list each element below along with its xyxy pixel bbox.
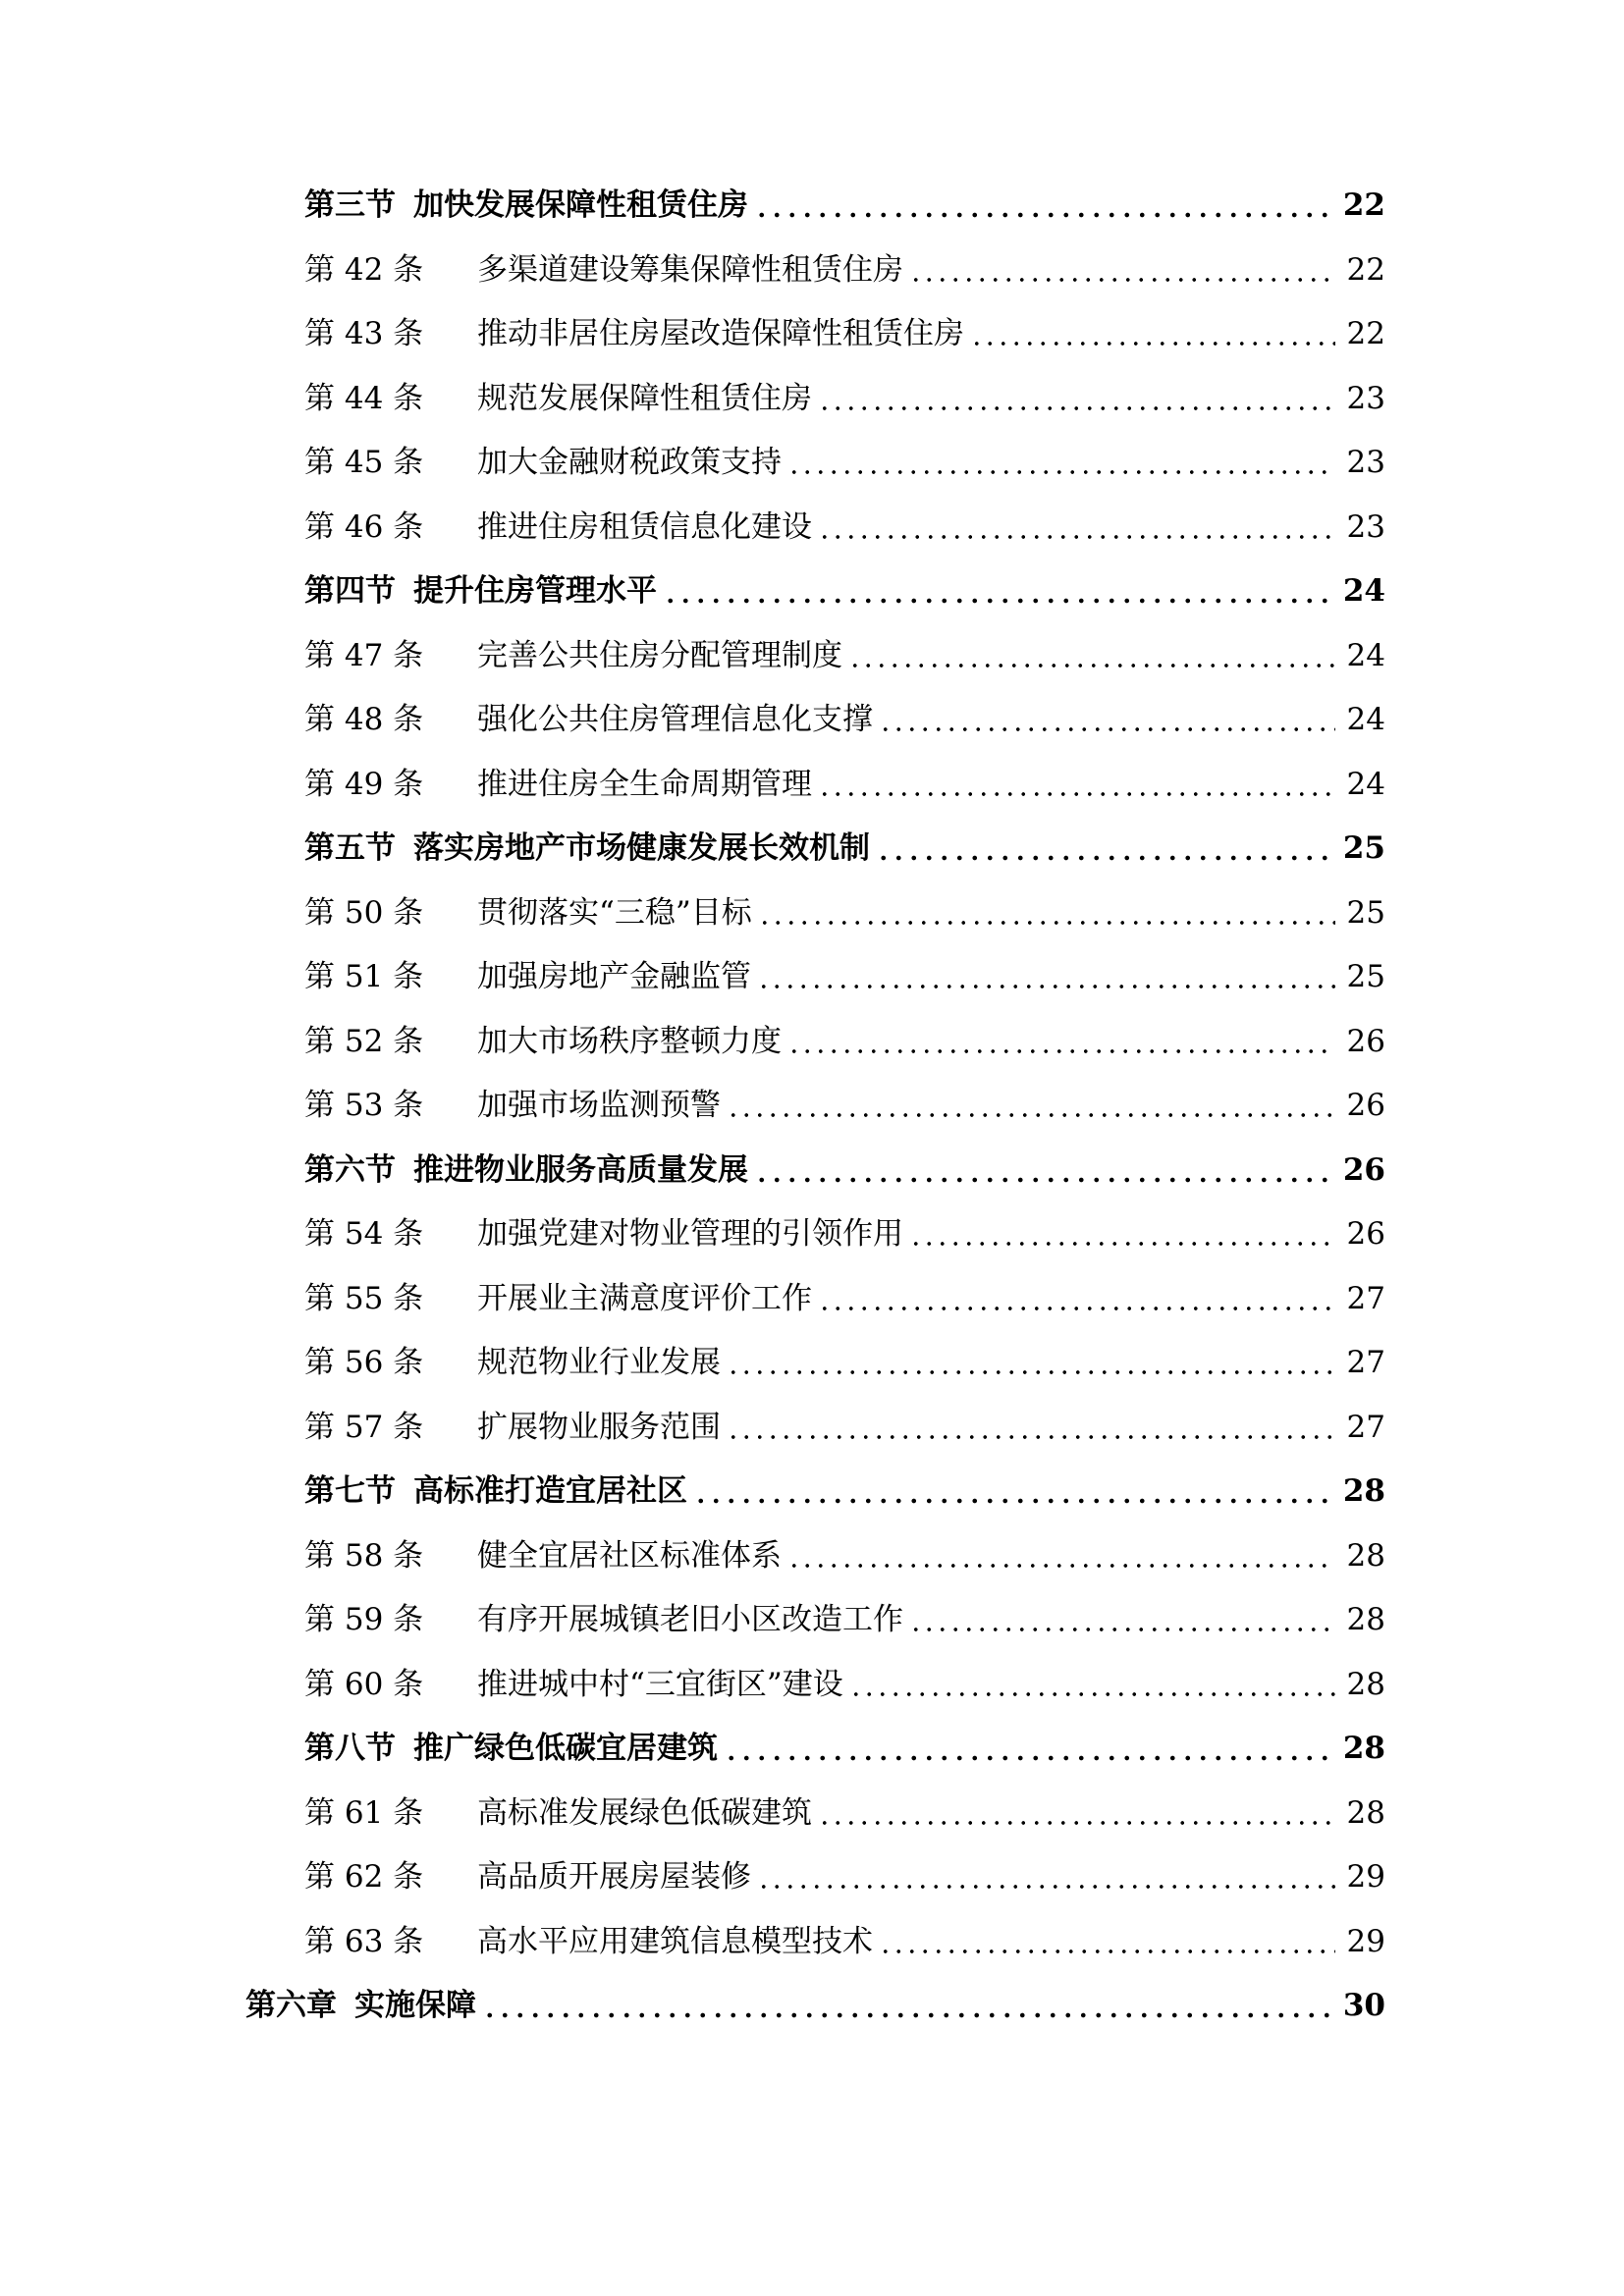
toc-entry-number: 第 56 条 bbox=[304, 1345, 424, 1380]
toc-entry-number: 第 50 条 bbox=[304, 894, 424, 931]
toc-page-number: 25 bbox=[1342, 830, 1385, 866]
toc-entry-title: 推进住房租赁信息化建设 bbox=[477, 508, 812, 545]
toc-page-number: 28 bbox=[1346, 1794, 1385, 1831]
toc-entry-title: 高标准发展绿色低碳建筑 bbox=[477, 1794, 812, 1831]
toc-entry-title: 加快发展保障性租赁住房 bbox=[413, 187, 748, 223]
toc-page-number: 23 bbox=[1346, 508, 1385, 545]
toc-page-number: 27 bbox=[1346, 1345, 1385, 1380]
toc-entry-article[interactable] bbox=[304, 438, 1385, 487]
toc-page-number: 30 bbox=[1342, 1988, 1385, 2023]
toc-entry-article[interactable] bbox=[304, 952, 1385, 1001]
dot-leader bbox=[909, 1595, 1335, 1644]
toc-page-number: 23 bbox=[1346, 380, 1385, 416]
dot-leader bbox=[693, 1467, 1331, 1516]
toc-entry-section[interactable] bbox=[304, 1467, 1385, 1516]
toc-page-number: 27 bbox=[1346, 1280, 1385, 1316]
toc-page-number: 22 bbox=[1346, 316, 1385, 351]
toc-entry-article[interactable] bbox=[304, 1209, 1385, 1258]
toc-page-number: 25 bbox=[1346, 894, 1385, 931]
toc-page-number: 25 bbox=[1346, 959, 1385, 994]
toc-entry-number: 第 52 条 bbox=[304, 1023, 424, 1059]
dot-leader bbox=[663, 566, 1331, 615]
toc-entry-number: 第 51 条 bbox=[304, 959, 424, 994]
toc-page-number: 26 bbox=[1346, 1088, 1385, 1123]
toc-entry-number: 第 61 条 bbox=[304, 1794, 424, 1831]
toc-entry-title: 规范物业行业发展 bbox=[477, 1345, 721, 1380]
toc-entry-number: 第 44 条 bbox=[304, 380, 424, 416]
toc-page-number: 28 bbox=[1346, 1537, 1385, 1574]
toc-entry-title: 高品质开展房屋装修 bbox=[477, 1859, 751, 1895]
dot-leader bbox=[758, 888, 1335, 937]
toc-entry-article[interactable] bbox=[304, 695, 1385, 744]
toc-entry-title: 多渠道建设筹集保障性租赁住房 bbox=[477, 251, 903, 288]
toc-entry-number: 第 43 条 bbox=[304, 316, 424, 351]
toc-page-number: 26 bbox=[1346, 1216, 1385, 1252]
toc-entry-title: 有序开展城镇老旧小区改造工作 bbox=[477, 1602, 903, 1637]
toc-entry-title: 推进住房全生命周期管理 bbox=[477, 766, 812, 802]
dot-leader bbox=[724, 1724, 1331, 1773]
toc-page-number: 29 bbox=[1346, 1923, 1385, 1959]
toc-entry-title: 贯彻落实“三稳”目标 bbox=[477, 894, 752, 931]
dot-leader bbox=[818, 1789, 1335, 1838]
toc-page-number: 27 bbox=[1346, 1409, 1385, 1445]
toc-entry-number: 第 55 条 bbox=[304, 1280, 424, 1316]
toc-entry-title: 推动非居住房屋改造保障性租赁住房 bbox=[477, 316, 964, 351]
dot-leader bbox=[849, 1660, 1335, 1709]
dot-leader bbox=[757, 952, 1335, 1001]
dot-leader bbox=[879, 1917, 1335, 1966]
toc-entry-article[interactable] bbox=[304, 1338, 1385, 1387]
toc-entry-number: 第 59 条 bbox=[304, 1602, 424, 1637]
toc-entry-article[interactable] bbox=[304, 631, 1385, 680]
dot-leader bbox=[754, 181, 1331, 230]
toc-page-number: 26 bbox=[1346, 1023, 1385, 1059]
dot-leader bbox=[848, 631, 1335, 680]
dot-leader bbox=[876, 824, 1331, 873]
dot-leader bbox=[757, 1852, 1335, 1901]
toc-entry-title: 加大市场秩序整顿力度 bbox=[477, 1023, 782, 1059]
dot-leader bbox=[818, 760, 1335, 809]
dot-leader bbox=[818, 503, 1335, 552]
toc-entry-chapter[interactable] bbox=[245, 1981, 1385, 2030]
dot-leader bbox=[970, 309, 1335, 358]
toc-entry-article[interactable] bbox=[304, 245, 1385, 294]
toc-page-number: 26 bbox=[1342, 1151, 1385, 1188]
toc-entry-number: 第四节 bbox=[304, 573, 396, 609]
toc-entry-title: 实施保障 bbox=[354, 1988, 476, 2023]
toc-entry-title: 开展业主满意度评价工作 bbox=[477, 1280, 812, 1316]
toc-entry-number: 第三节 bbox=[304, 187, 396, 223]
toc-entry-title: 加强市场监测预警 bbox=[477, 1088, 721, 1123]
toc-entry-title: 落实房地产市场健康发展长效机制 bbox=[413, 830, 870, 866]
toc-page-number: 22 bbox=[1346, 251, 1385, 288]
toc-entry-number: 第五节 bbox=[304, 830, 396, 866]
toc-entry-article[interactable] bbox=[304, 1081, 1385, 1130]
toc-entry-title: 加强房地产金融监管 bbox=[477, 959, 751, 994]
toc-entry-article[interactable] bbox=[304, 888, 1385, 937]
toc-entry-number: 第六章 bbox=[245, 1988, 337, 2023]
toc-entry-number: 第 47 条 bbox=[304, 637, 424, 673]
toc-entry-number: 第 62 条 bbox=[304, 1859, 424, 1895]
toc-entry-number: 第 53 条 bbox=[304, 1088, 424, 1123]
toc-page-number: 23 bbox=[1346, 445, 1385, 480]
toc-entry-article[interactable] bbox=[304, 1595, 1385, 1644]
toc-entry-number: 第六节 bbox=[304, 1151, 396, 1188]
toc-entry-title: 推进物业服务高质量发展 bbox=[413, 1151, 748, 1188]
toc-entry-section[interactable] bbox=[304, 566, 1385, 615]
dot-leader bbox=[787, 1531, 1335, 1580]
dot-leader bbox=[818, 374, 1335, 423]
toc-entry-article[interactable] bbox=[304, 1274, 1385, 1323]
toc-page-number: 22 bbox=[1342, 187, 1385, 223]
toc-entry-article[interactable] bbox=[304, 1789, 1385, 1838]
toc-page-number: 24 bbox=[1342, 573, 1385, 609]
toc-entry-article[interactable] bbox=[304, 1531, 1385, 1580]
dot-leader bbox=[818, 1274, 1335, 1323]
toc-page-number: 28 bbox=[1346, 1602, 1385, 1637]
dot-leader bbox=[754, 1146, 1331, 1195]
dot-leader bbox=[879, 695, 1335, 744]
toc-entry-number: 第 45 条 bbox=[304, 445, 424, 480]
toc-entry-title: 推广绿色低碳宜居建筑 bbox=[413, 1731, 718, 1766]
toc-entry-title: 加大金融财税政策支持 bbox=[477, 445, 782, 480]
toc-entry-article[interactable] bbox=[304, 1403, 1385, 1452]
toc-page-number: 28 bbox=[1346, 1666, 1385, 1702]
toc-entry-article[interactable] bbox=[304, 1660, 1385, 1709]
toc-entry-number: 第 54 条 bbox=[304, 1216, 424, 1252]
toc-entry-section[interactable] bbox=[304, 1724, 1385, 1773]
toc-page-number: 29 bbox=[1346, 1859, 1385, 1895]
toc-entry-title: 健全宜居社区标准体系 bbox=[477, 1537, 782, 1574]
toc-entry-number: 第 42 条 bbox=[304, 251, 424, 288]
toc-page-number: 24 bbox=[1346, 702, 1385, 737]
toc-page-number: 28 bbox=[1342, 1731, 1385, 1766]
dot-leader bbox=[787, 438, 1335, 487]
toc-entry-title: 高标准打造宜居社区 bbox=[413, 1473, 687, 1509]
dot-leader bbox=[909, 1209, 1335, 1258]
toc-entry-title: 加强党建对物业管理的引领作用 bbox=[477, 1216, 903, 1252]
toc-entry-number: 第八节 bbox=[304, 1731, 396, 1766]
dot-leader bbox=[909, 245, 1335, 294]
toc-entry-title: 完善公共住房分配管理制度 bbox=[477, 637, 842, 673]
toc-entry-number: 第 63 条 bbox=[304, 1923, 424, 1959]
toc-entry-number: 第 58 条 bbox=[304, 1537, 424, 1574]
toc-entry-article[interactable] bbox=[304, 760, 1385, 809]
toc-entry-number: 第七节 bbox=[304, 1473, 396, 1509]
toc-entry-number: 第 57 条 bbox=[304, 1409, 424, 1445]
dot-leader bbox=[727, 1338, 1335, 1387]
toc-entry-number: 第 46 条 bbox=[304, 508, 424, 545]
toc-entry-title: 扩展物业服务范围 bbox=[477, 1409, 721, 1445]
toc-entry-title: 推进城中村“三宜街区”建设 bbox=[477, 1666, 843, 1702]
toc-page-number: 24 bbox=[1346, 637, 1385, 673]
toc-entry-article[interactable] bbox=[304, 1852, 1385, 1901]
dot-leader bbox=[482, 1981, 1331, 2030]
toc-entry-section[interactable] bbox=[304, 824, 1385, 873]
toc-entry-title: 强化公共住房管理信息化支撑 bbox=[477, 702, 873, 737]
toc-entry-article[interactable] bbox=[304, 503, 1385, 552]
dot-leader bbox=[787, 1017, 1335, 1066]
toc-entry-article[interactable] bbox=[304, 309, 1385, 358]
dot-leader bbox=[727, 1081, 1335, 1130]
toc-entry-section[interactable] bbox=[304, 1146, 1385, 1195]
toc-entry-title: 规范发展保障性租赁住房 bbox=[477, 380, 812, 416]
toc-entry-number: 第 60 条 bbox=[304, 1666, 424, 1702]
toc-page-number: 28 bbox=[1342, 1473, 1385, 1509]
toc-page-number: 24 bbox=[1346, 766, 1385, 802]
toc-entry-article[interactable] bbox=[304, 374, 1385, 423]
toc-entry-section[interactable] bbox=[304, 181, 1385, 230]
toc-entry-number: 第 48 条 bbox=[304, 702, 424, 737]
toc-entry-article[interactable] bbox=[304, 1917, 1385, 1966]
dot-leader bbox=[727, 1403, 1335, 1452]
toc-entry-title: 提升住房管理水平 bbox=[413, 573, 657, 609]
toc-entry-title: 高水平应用建筑信息模型技术 bbox=[477, 1923, 873, 1959]
toc-entry-number: 第 49 条 bbox=[304, 766, 424, 802]
toc-entry-article[interactable] bbox=[304, 1017, 1385, 1066]
